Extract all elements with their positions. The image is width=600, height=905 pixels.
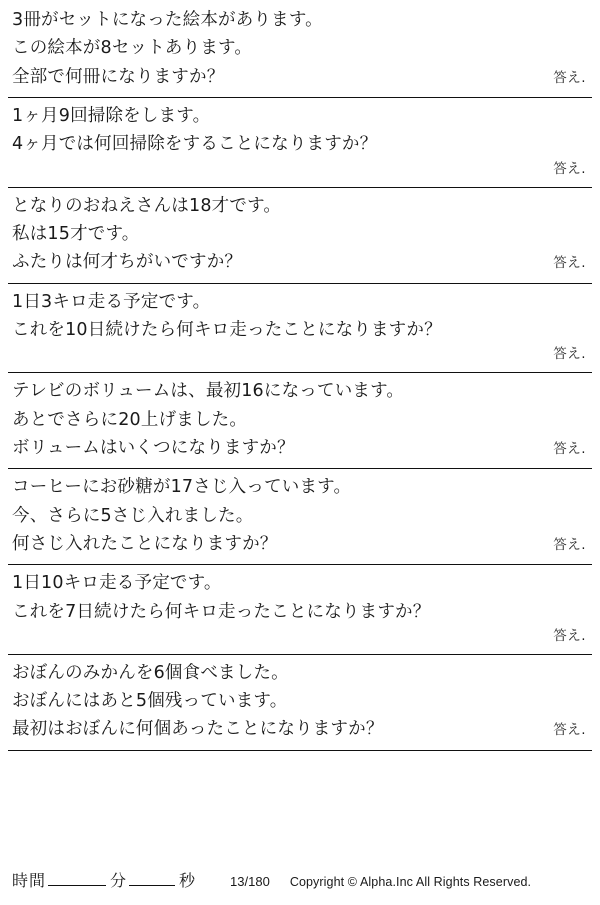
problem-line: ボリュームはいくつになりますか？	[12, 437, 295, 458]
problem-line: これを10日続けたら何キロ走ったことになりますか？	[12, 319, 442, 340]
answer-label: 答え.	[553, 536, 586, 553]
problem-line: 今、さらに5さじ入れました。	[12, 505, 254, 526]
minutes-unit: 分	[110, 871, 128, 890]
problem-line-with-answer	[8, 248, 592, 276]
seconds-blank[interactable]	[129, 871, 175, 886]
problem-item	[8, 98, 592, 188]
answer-row	[8, 159, 592, 181]
answer-label: 答え.	[553, 69, 586, 86]
problem-line: 私は15才です。	[12, 223, 140, 244]
problem-line: おぼんにはあと5個残っています。	[12, 691, 288, 712]
answer-label: 答え.	[553, 255, 586, 272]
problem-item	[8, 469, 592, 565]
seconds-unit: 秒	[179, 871, 197, 890]
problem-line: 1日10キロ走る予定です。	[12, 573, 222, 594]
problem-line: コーヒーにお砂糖が17さじ入っています。	[12, 477, 352, 498]
minutes-blank[interactable]	[48, 871, 106, 886]
problem-item	[8, 284, 592, 374]
answer-row	[8, 626, 592, 648]
answer-label: 答え.	[553, 440, 586, 457]
problem-line: これを7日続けたら何キロ走ったことになりますか？	[12, 601, 431, 622]
problem-item	[8, 373, 592, 469]
answer-label: 答え.	[553, 627, 586, 644]
problem-line: となりのおねえさんは18才です。	[12, 195, 282, 216]
answer-label: 答え.	[553, 160, 586, 177]
problem-line-with-answer	[8, 434, 592, 462]
problem-line: 1ヶ月9回掃除をします。	[12, 106, 211, 127]
copyright-notice: Copyright © Alpha.Inc All Rights Reserved.	[289, 875, 532, 889]
time-label: 時間	[12, 871, 47, 890]
problem-line-with-answer	[8, 715, 592, 743]
problem-item	[8, 565, 592, 655]
problem-line: 4ヶ月では何回掃除をすることになりますか？	[12, 134, 378, 155]
page-number: 13/180	[230, 874, 270, 889]
problem-line: あとでさらに20上げました。	[12, 409, 248, 430]
problem-line: テレビのボリュームは、最初16になっています。	[12, 381, 405, 402]
problem-line: 最初はおぼんに何個あったことになりますか？	[12, 719, 384, 740]
problem-line-with-answer	[8, 530, 592, 558]
problem-item	[8, 0, 592, 98]
problem-line-with-answer	[8, 63, 592, 91]
problem-line: 1日3キロ走る予定です。	[12, 291, 211, 312]
problem-line: 何さじ入れたことになりますか？	[12, 533, 278, 554]
answer-label: 答え.	[553, 722, 586, 739]
problem-line: ふたりは何才ちがいですか？	[12, 252, 243, 273]
problem-line: 全部で何冊になりますか？	[12, 66, 225, 87]
answer-label: 答え.	[553, 346, 586, 363]
page-footer	[0, 868, 600, 891]
answer-row	[8, 344, 592, 366]
problem-item	[8, 655, 592, 751]
problem-item	[8, 188, 592, 284]
time-record-field	[12, 868, 196, 891]
problem-line: おぼんのみかんを6個食べました。	[12, 662, 289, 683]
problem-line: この絵本が8セットあります。	[12, 38, 253, 59]
problem-line: 3冊がセットになった絵本があります。	[12, 10, 323, 30]
